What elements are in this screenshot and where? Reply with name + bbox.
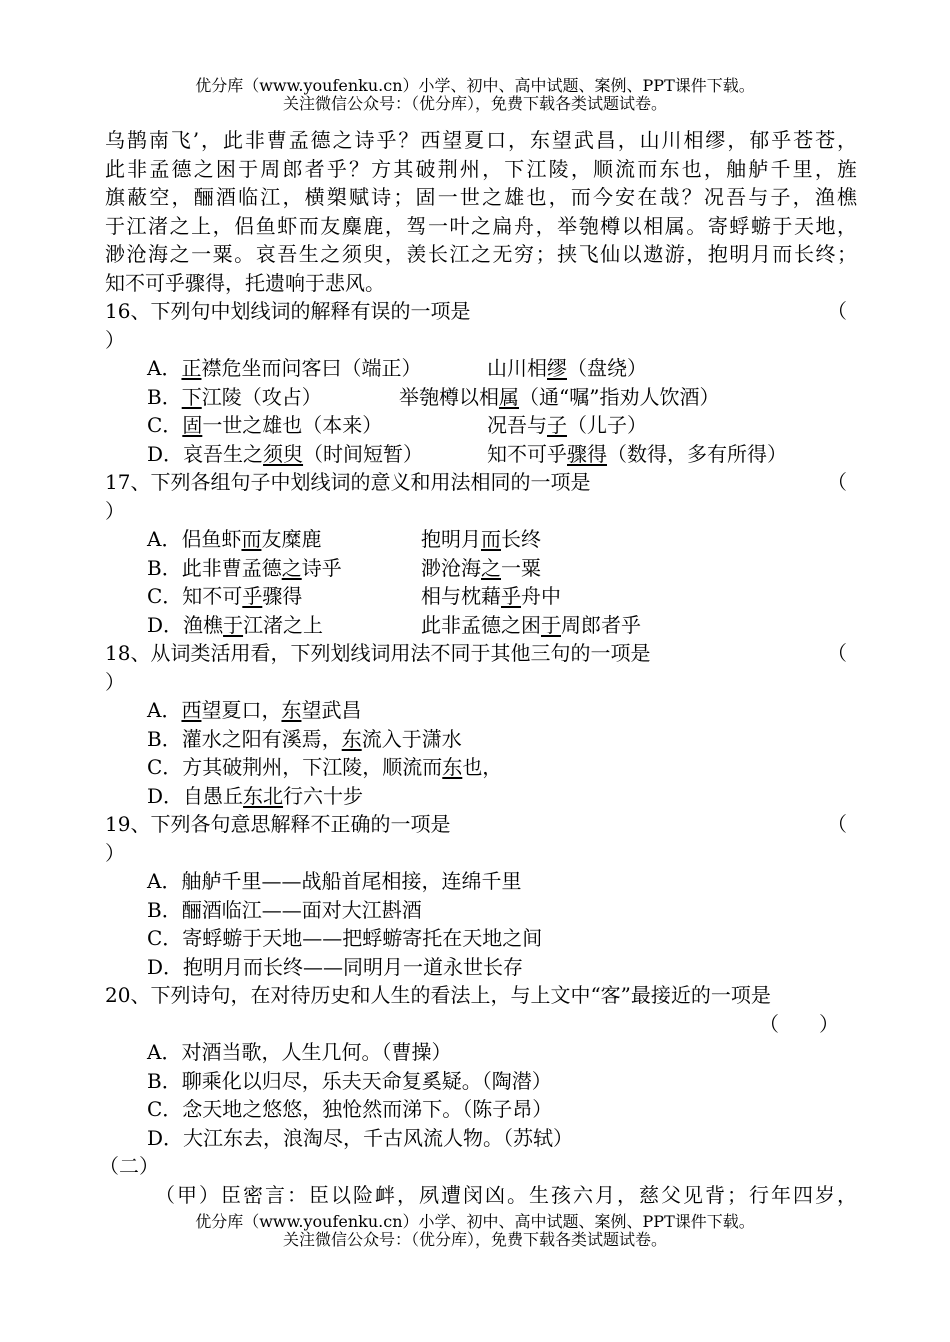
q19-option-a: A．舳舻千里——战船首尾相接，连绵千里 <box>147 869 522 893</box>
q18-option-d: D．自愚丘东北行六十步 <box>147 783 364 808</box>
question-text: 17、下列各组句子中划线词的意义和用法相同的一项是 <box>105 470 591 494</box>
answer-paren-open: （ <box>827 812 847 836</box>
question-text: 19、下列各句意思解释不正确的一项是 <box>105 812 451 836</box>
q20-option-b: B．聊乘化以归尽，乐夫天命复奚疑。（陶潜） <box>147 1068 552 1093</box>
q17-option-c: C．知不可乎骤得 相与枕藉乎舟中 <box>147 584 561 608</box>
q19-option-d: D．抱明月而长终——同明月一道永世长存 <box>147 954 524 979</box>
q16-option-d: D．哀吾生之须臾（时间短暂） 知不可乎骤得（数得，多有所得） <box>147 441 787 466</box>
q20-option-c: C．念天地之悠悠，独怆然而涕下。（陈子昂） <box>147 1097 553 1121</box>
section-2-label: （二） <box>99 1154 159 1178</box>
question-text: 18、从词类活用看，下列划线词用法不同于其他三句的一项是 <box>105 641 651 665</box>
answer-paren-open: （ <box>827 641 847 665</box>
passage-line: 此非孟德之困于周郎者乎？方其破荆州，下江陵，顺流而东也，舳舻千里，旌 <box>105 156 857 181</box>
passage-line: 知不可乎骤得，托遗响于悲风。 <box>105 270 385 295</box>
q19-option-b: B．酾酒临江——面对大江斟酒 <box>147 897 422 922</box>
q18-option-c: C．方其破荆州，下江陵，顺流而东也， <box>147 755 503 779</box>
question-20-stem: 20、下列诗句，在对待历史和人生的看法上，与上文中“客”最接近的一项是 <box>105 983 771 1007</box>
question-17-stem <box>105 468 857 497</box>
section-2-first-line: （甲）臣密言：臣以险衅，夙遭闵凶。生孩六月，慈父见背；行年四岁， <box>155 1182 857 1207</box>
answer-paren-close: ） <box>105 669 125 694</box>
q18-option-a: A．西望夏口，东望武昌 <box>147 698 362 722</box>
page-header <box>0 77 950 113</box>
passage-line: 旗蔽空，酾酒临江，横槊赋诗；固一世之雄也，而今安在哉？况吾与子，渔樵 <box>105 185 857 209</box>
answer-paren-close: ） <box>105 498 125 523</box>
passage-line: 乌鹊南飞’，此非曹孟德之诗乎？西望夏口，东望武昌，山川相缪，郁乎苍苍， <box>105 128 857 152</box>
header-line-1: 优分库（www.youfenku.cn）小学、初中、高中试题、案例、PPT课件下载。 <box>195 76 755 95</box>
q17-option-a: A．侣鱼虾而友糜鹿 抱明月而长终 <box>147 527 541 551</box>
document-body <box>99 126 857 1209</box>
passage-line: 于江渚之上，侣鱼虾而友麋鹿，驾一叶之扁舟，举匏樽以相属。寄蜉蝣于天地， <box>105 213 857 238</box>
q16-option-b: B．下江陵（攻占） 举匏樽以相属（通“嘱”指劝人饮酒） <box>147 384 720 409</box>
answer-paren-close: ） <box>105 327 125 352</box>
q20-option-a: A．对酒当歌，人生几何。（曹操） <box>147 1040 452 1064</box>
q16-option-a: A．正襟危坐而问客曰（端正） 山川相缪（盘绕） <box>147 356 647 380</box>
q20-option-d: D．大江东去，浪淘尽，千古风流人物。（苏轼） <box>147 1125 574 1150</box>
footer-line-2: 关注微信公众号：（优分库），免费下载各类试题试卷。 <box>282 1230 667 1249</box>
footer-line-1: 优分库（www.youfenku.cn）小学、初中、高中试题、案例、PPT课件下载。 <box>195 1212 755 1231</box>
answer-paren: （ ） <box>759 1011 839 1036</box>
page-footer <box>0 1213 950 1249</box>
q18-option-b: B．灌水之阳有溪焉，东流入于潇水 <box>147 726 462 751</box>
question-19-stem <box>105 810 857 839</box>
q17-option-d: D．渔樵于江渚之上 此非孟德之困于周郎者乎 <box>147 612 641 637</box>
answer-paren-close: ） <box>105 840 125 865</box>
header-line-2: 关注微信公众号：（优分库），免费下载各类试题试卷。 <box>282 94 667 113</box>
q19-option-c: C．寄蜉蝣于天地——把蜉蝣寄托在天地之间 <box>147 926 543 950</box>
answer-paren-open: （ <box>827 470 847 494</box>
q16-option-c: C．固一世之雄也（本来） 况吾与子（儿子） <box>147 413 647 437</box>
question-16-stem <box>105 297 857 326</box>
question-text: 16、下列句中划线词的解释有误的一项是 <box>105 299 471 323</box>
answer-paren-open: （ <box>827 299 847 323</box>
passage-line: 渺沧海之一粟。哀吾生之须臾，羡长江之无穷；挟飞仙以遨游，抱明月而长终； <box>105 242 857 266</box>
question-18-stem <box>105 639 857 668</box>
q17-option-b: B．此非曹孟德之诗乎 渺沧海之一粟 <box>147 555 541 580</box>
